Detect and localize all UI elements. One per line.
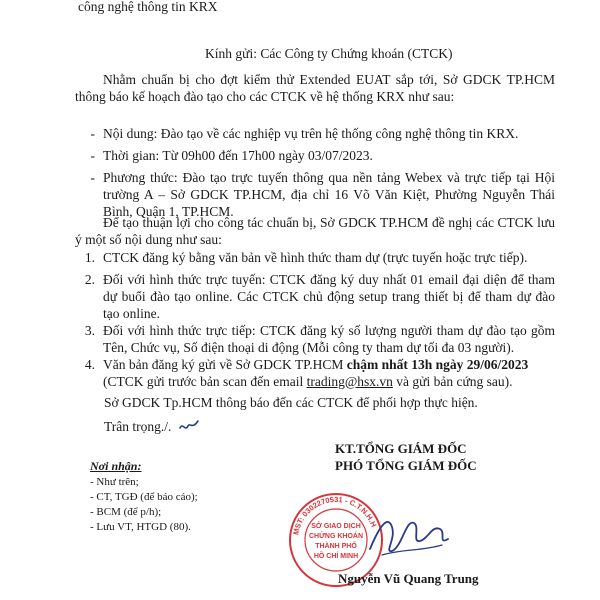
bullet-text: Nội dung: Đào tạo về các nghiệp vụ trên hệ thống công nghệ thông tin KRX. [103,126,519,141]
email-link[interactable]: trading@hsx.vn [306,374,393,389]
initial-mark [178,418,200,434]
bullet-marker: - [90,148,95,163]
bullet-method [90,169,555,220]
bullet-text: Thời gian: Từ 09h00 đến 17h00 ngày 03/07/2023. [103,148,373,163]
recipient-line: - Lưu VT, HTGD (80). [90,521,191,533]
svg-text:THÀNH PHỐ: THÀNH PHỐ [315,543,357,550]
handwritten-signature-icon [362,505,452,563]
svg-text:SỞ GIAO DỊCH: SỞ GIAO DỊCH [311,523,361,530]
item-marker: 4. [84,357,95,372]
item-text [103,356,555,390]
bullet-marker: - [90,126,95,141]
numbered-item-2 [84,271,555,322]
signature-title-2: PHÓ TỔNG GIÁM ĐỐC [335,458,477,473]
bullet-marker: - [90,170,95,185]
item-text: Đối với hình thức trực tiếp: CTCK đăng ký số lượng người tham dự đào tạo gồm Tên, Chức vụ, Số điện thoại di động (Mỗi công ty tham dự tối đa 03 người). [103,323,555,355]
item-marker: 1. [84,250,95,265]
numbered-item-1 [84,249,555,266]
item-marker: 3. [84,323,95,338]
signer-name: Nguyễn Vũ Quang Trung [338,571,479,586]
bullet-time [90,147,555,164]
header-top-line: công nghệ thông tin KRX [78,0,218,14]
item-text: Đối với hình thức trực tuyến: CTCK đăng ký duy nhất 01 email đại diện để tham dự buổi đào tạo online. Các CTCK chủ động setup trang thiết bị để tham dự đào tạo online. [103,272,555,321]
bullet-text: Phương thức: Đào tạo trực tuyến thông qua nền tảng Webex và trực tiếp tại Hội trường A – Sở GDCK TP.HCM, địa chỉ 16 Võ Văn Kiệt, Phường Nguyễn Thái Bình, Quận 1, TP.HCM. [103,170,555,219]
svg-text:HỒ CHÍ MINH: HỒ CHÍ MINH [313,553,359,560]
item4-part1: Văn bản đăng ký gửi về Sở GDCK TP.HCM [103,357,347,372]
intro-paragraph: Nhằm chuẩn bị cho đợt kiểm thử Extended EUAT sắp tới, Sở GDCK TP.HCM thông báo kế hoạch đào tạo cho các CTCK về hệ thống KRX như sau: [75,72,555,104]
numbered-item-3 [84,322,555,356]
deadline: chậm nhất 13h ngày 29/06/2023 [346,357,529,372]
recipients-title: Nơi nhận: [90,459,142,473]
item-marker: 2. [84,272,95,287]
svg-text:MST: 0302270531 - C.T.N.H.H: MST: 0302270531 - C.T.N.H.H [291,494,379,536]
item-text: CTCK đăng ký bằng văn bản về hình thức tham dự (trực tuyến hoặc trực tiếp). [103,250,528,265]
item4-part3: và gửi bản cứng sau). [392,374,513,389]
regards: Trân trọng./. [104,419,172,434]
request-intro: Để tạo thuận lợi cho công tác chuẩn bị, Sở GDCK TP.HCM đề nghị các CTCK lưu ý một số nội dung như sau: [75,215,555,247]
signature-title-1: KT.TỔNG GIÁM ĐỐC [335,441,467,456]
recipient-line: - BCM (để p/h); [90,506,162,518]
numbered-item-4 [84,356,555,390]
closing-paragraph: Sở GDCK Tp.HCM thông báo đến các CTCK để phối hợp thực hiện. [104,395,478,410]
salutation: Kính gửi: Các Công ty Chứng khoán (CTCK) [205,46,453,61]
recipient-line: - Như trên; [90,476,139,488]
bullet-content [90,125,555,142]
recipient-line: - CT, TGĐ (để báo cáo); [90,491,198,503]
item4-part2: (CTCK gửi trước bản scan đến email [103,374,307,389]
svg-text:CHỨNG KHOÁN: CHỨNG KHOÁN [308,533,364,540]
